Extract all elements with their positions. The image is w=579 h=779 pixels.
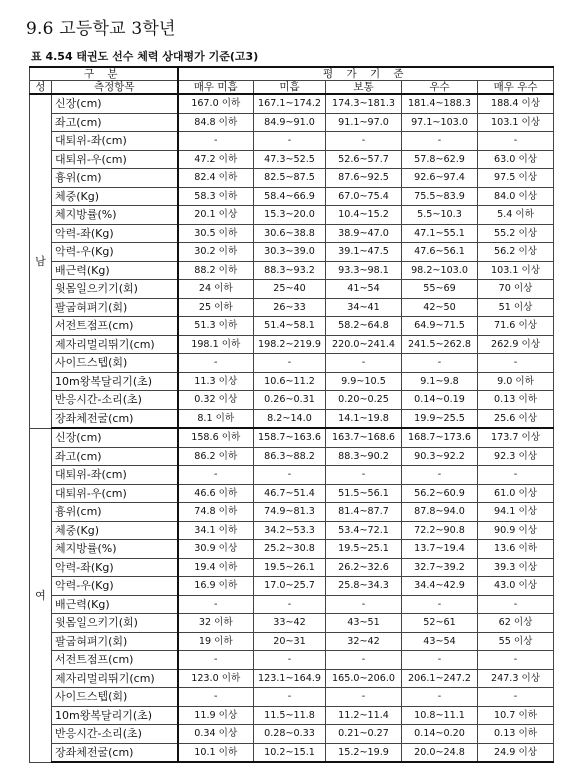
item-cell: 반응시간-소리(초) (52, 725, 178, 744)
value-cell: 57.8~62.9 (402, 150, 478, 169)
value-cell: 10.8~11.1 (402, 706, 478, 725)
item-cell: 신장(cm) (52, 428, 178, 447)
value-cell: 30.9 이상 (178, 540, 254, 559)
table-row (30, 317, 554, 336)
value-cell: 17.0~25.7 (254, 577, 326, 596)
value-cell: 9.9~10.5 (326, 372, 402, 391)
item-cell: 체지방률(%) (52, 540, 178, 559)
table-row (30, 391, 554, 410)
table-row (30, 150, 554, 169)
header-sex: 성 (30, 81, 52, 95)
value-cell: 55~69 (402, 280, 478, 299)
sex-cell: 여 (30, 428, 52, 762)
value-cell: 167.1~174.2 (254, 94, 326, 113)
value-cell: 75.5~83.9 (402, 187, 478, 206)
value-cell: 58.3 이하 (178, 187, 254, 206)
value-cell: - (402, 688, 478, 707)
value-cell: 30.3~39.0 (254, 243, 326, 262)
value-cell: 0.13 이하 (478, 391, 554, 410)
value-cell: 91.1~97.0 (326, 113, 402, 132)
table-row (30, 503, 554, 522)
value-cell: 56.2 이상 (478, 243, 554, 262)
value-cell: - (254, 595, 326, 614)
item-cell: 윗몸일으키기(회) (52, 614, 178, 633)
table-row (30, 409, 554, 428)
item-cell: 대퇴위-좌(cm) (52, 132, 178, 151)
value-cell: 34.1 이하 (178, 521, 254, 540)
table-row (30, 577, 554, 596)
value-cell: 24.9 이상 (478, 743, 554, 762)
item-cell: 팔굽혀펴기(회) (52, 298, 178, 317)
table-row (30, 372, 554, 391)
item-cell: 체중(Kg) (52, 521, 178, 540)
item-cell: 반응시간-소리(초) (52, 391, 178, 410)
value-cell: 181.4~188.3 (402, 94, 478, 113)
value-cell: - (254, 651, 326, 670)
value-cell: - (178, 688, 254, 707)
value-cell: 90.9 이상 (478, 521, 554, 540)
item-cell: 제자리멀리뛰기(cm) (52, 335, 178, 354)
value-cell: 198.1 이하 (178, 335, 254, 354)
value-cell: 47.3~52.5 (254, 150, 326, 169)
value-cell: 58.2~64.8 (326, 317, 402, 336)
value-cell: - (326, 688, 402, 707)
table-row (30, 94, 554, 113)
header-rating: 평 가 기 준 (178, 67, 554, 81)
value-cell: 92.6~97.4 (402, 169, 478, 188)
table-row (30, 466, 554, 485)
item-cell: 10m왕복달리기(초) (52, 372, 178, 391)
value-cell: 14.1~19.8 (326, 409, 402, 428)
item-cell: 사이드스텝(회) (52, 688, 178, 707)
value-cell: 47.2 이하 (178, 150, 254, 169)
value-cell: 94.1 이상 (478, 503, 554, 522)
header-item: 측정항목 (52, 81, 178, 95)
value-cell: - (402, 651, 478, 670)
value-cell: 39.3 이상 (478, 558, 554, 577)
item-cell: 윗몸일으키기(회) (52, 280, 178, 299)
value-cell: 87.8~94.0 (402, 503, 478, 522)
table-row (30, 651, 554, 670)
value-cell: 39.1~47.5 (326, 243, 402, 262)
table-row (30, 688, 554, 707)
value-cell: 34~41 (326, 298, 402, 317)
value-cell: - (478, 466, 554, 485)
table-row (30, 224, 554, 243)
value-cell: 123.0 이하 (178, 669, 254, 688)
value-cell: - (254, 354, 326, 373)
value-cell: 19.5~26.1 (254, 558, 326, 577)
value-cell: 168.7~173.6 (402, 428, 478, 447)
value-cell: 43~51 (326, 614, 402, 633)
value-cell: 174.3~181.3 (326, 94, 402, 113)
table-caption: 표 4.54 태권도 선수 체력 상대평가 기준(고3) (31, 50, 259, 63)
item-cell: 체지방률(%) (52, 206, 178, 225)
value-cell: - (178, 132, 254, 151)
value-cell: - (478, 132, 554, 151)
value-cell: 58.4~66.9 (254, 187, 326, 206)
value-cell: 11.3 이상 (178, 372, 254, 391)
value-cell: 82.4 이하 (178, 169, 254, 188)
value-cell: 84.0 이상 (478, 187, 554, 206)
value-cell: - (178, 466, 254, 485)
value-cell: - (478, 688, 554, 707)
table-row (30, 447, 554, 466)
fitness-criteria-table (29, 66, 554, 763)
value-cell: 43.0 이상 (478, 577, 554, 596)
value-cell: 25 이하 (178, 298, 254, 317)
value-cell: 46.6 이하 (178, 484, 254, 503)
value-cell: - (178, 595, 254, 614)
header-level: 미흡 (254, 81, 326, 95)
value-cell: 20.1 이상 (178, 206, 254, 225)
value-cell: 206.1~247.2 (402, 669, 478, 688)
value-cell: 163.7~168.6 (326, 428, 402, 447)
value-cell: 0.14~0.20 (402, 725, 478, 744)
value-cell: 47.6~56.1 (402, 243, 478, 262)
value-cell: 26.2~32.6 (326, 558, 402, 577)
value-cell: 84.9~91.0 (254, 113, 326, 132)
item-cell: 사이드스텝(회) (52, 354, 178, 373)
value-cell: 62 이상 (478, 614, 554, 633)
item-cell: 신장(cm) (52, 94, 178, 113)
table-row (30, 540, 554, 559)
value-cell: 25.2~30.8 (254, 540, 326, 559)
value-cell: 9.0 이하 (478, 372, 554, 391)
table-row (30, 558, 554, 577)
value-cell: 10.2~15.1 (254, 743, 326, 762)
table-row (30, 243, 554, 262)
value-cell: - (326, 466, 402, 485)
value-cell: - (254, 688, 326, 707)
item-cell: 흉위(cm) (52, 169, 178, 188)
table-row (30, 169, 554, 188)
value-cell: 71.6 이상 (478, 317, 554, 336)
item-cell: 팔굽혀펴기(회) (52, 632, 178, 651)
value-cell: 32~42 (326, 632, 402, 651)
value-cell: 55 이상 (478, 632, 554, 651)
value-cell: 51.5~56.1 (326, 484, 402, 503)
item-cell: 악력-좌(Kg) (52, 558, 178, 577)
header-level: 매우 미흡 (178, 81, 254, 95)
value-cell: - (178, 651, 254, 670)
value-cell: 67.0~75.4 (326, 187, 402, 206)
item-cell: 대퇴위-좌(cm) (52, 466, 178, 485)
value-cell: 103.1 이상 (478, 113, 554, 132)
value-cell: 41~54 (326, 280, 402, 299)
value-cell: 16.9 이하 (178, 577, 254, 596)
value-cell: 34.4~42.9 (402, 577, 478, 596)
item-cell: 악력-좌(Kg) (52, 224, 178, 243)
value-cell: 19.4 이하 (178, 558, 254, 577)
item-cell: 배근력(Kg) (52, 261, 178, 280)
value-cell: 0.34 이상 (178, 725, 254, 744)
value-cell: 70 이상 (478, 280, 554, 299)
value-cell: 10.4~15.2 (326, 206, 402, 225)
value-cell: 123.1~164.9 (254, 669, 326, 688)
value-cell: - (402, 354, 478, 373)
value-cell: 198.2~219.9 (254, 335, 326, 354)
item-cell: 좌고(cm) (52, 113, 178, 132)
item-cell: 체중(Kg) (52, 187, 178, 206)
value-cell: 0.14~0.19 (402, 391, 478, 410)
value-cell: 13.7~19.4 (402, 540, 478, 559)
header-level: 보통 (326, 81, 402, 95)
value-cell: 88.3~90.2 (326, 447, 402, 466)
table-row (30, 335, 554, 354)
value-cell: 0.28~0.33 (254, 725, 326, 744)
value-cell: 25~40 (254, 280, 326, 299)
value-cell: 63.0 이상 (478, 150, 554, 169)
value-cell: 262.9 이상 (478, 335, 554, 354)
value-cell: 25.8~34.3 (326, 577, 402, 596)
item-cell: 장좌체전굴(cm) (52, 743, 178, 762)
value-cell: 165.0~206.0 (326, 669, 402, 688)
value-cell: 33~42 (254, 614, 326, 633)
item-cell: 악력-우(Kg) (52, 577, 178, 596)
value-cell: - (478, 354, 554, 373)
value-cell: 8.2~14.0 (254, 409, 326, 428)
value-cell: 10.6~11.2 (254, 372, 326, 391)
value-cell: - (402, 595, 478, 614)
table-row (30, 428, 554, 447)
value-cell: 97.5 이상 (478, 169, 554, 188)
item-cell: 좌고(cm) (52, 447, 178, 466)
value-cell: 19.5~25.1 (326, 540, 402, 559)
table-row (30, 725, 554, 744)
header-level: 우수 (402, 81, 478, 95)
value-cell: 90.3~92.2 (402, 447, 478, 466)
value-cell: 32.7~39.2 (402, 558, 478, 577)
table-row (30, 206, 554, 225)
value-cell: 32 이하 (178, 614, 254, 633)
value-cell: - (326, 595, 402, 614)
item-cell: 10m왕복달리기(초) (52, 706, 178, 725)
value-cell: 220.0~241.4 (326, 335, 402, 354)
value-cell: 56.2~60.9 (402, 484, 478, 503)
value-cell: 43~54 (402, 632, 478, 651)
value-cell: 188.4 이상 (478, 94, 554, 113)
table-row (30, 743, 554, 762)
value-cell: 247.3 이상 (478, 669, 554, 688)
value-cell: - (402, 466, 478, 485)
value-cell: 13.6 이하 (478, 540, 554, 559)
value-cell: 52.6~57.7 (326, 150, 402, 169)
value-cell: - (478, 595, 554, 614)
value-cell: 0.13 이하 (478, 725, 554, 744)
value-cell: 93.3~98.1 (326, 261, 402, 280)
value-cell: 167.0 이하 (178, 94, 254, 113)
value-cell: 84.8 이하 (178, 113, 254, 132)
value-cell: 173.7 이상 (478, 428, 554, 447)
value-cell: 64.9~71.5 (402, 317, 478, 336)
value-cell: 30.6~38.8 (254, 224, 326, 243)
table-row (30, 706, 554, 725)
table-row (30, 354, 554, 373)
item-cell: 대퇴위-우(cm) (52, 150, 178, 169)
value-cell: 26~33 (254, 298, 326, 317)
value-cell: 15.3~20.0 (254, 206, 326, 225)
table-row (30, 521, 554, 540)
value-cell: 74.8 이하 (178, 503, 254, 522)
table-row (30, 298, 554, 317)
table-row (30, 280, 554, 299)
item-cell: 제자리멀리뛰기(cm) (52, 669, 178, 688)
item-cell: 서전트점프(cm) (52, 651, 178, 670)
item-cell: 흉위(cm) (52, 503, 178, 522)
value-cell: 0.26~0.31 (254, 391, 326, 410)
item-cell: 대퇴위-우(cm) (52, 484, 178, 503)
value-cell: 20.0~24.8 (402, 743, 478, 762)
table-row (30, 113, 554, 132)
value-cell: 52~61 (402, 614, 478, 633)
table-row (30, 595, 554, 614)
value-cell: 88.3~93.2 (254, 261, 326, 280)
value-cell: 38.9~47.0 (326, 224, 402, 243)
value-cell: 5.4 이하 (478, 206, 554, 225)
item-cell: 악력-우(Kg) (52, 243, 178, 262)
value-cell: 51 이상 (478, 298, 554, 317)
value-cell: 15.2~19.9 (326, 743, 402, 762)
value-cell: 34.2~53.3 (254, 521, 326, 540)
value-cell: 24 이하 (178, 280, 254, 299)
section-title: 9.6 고등학교 3학년 (26, 19, 176, 39)
value-cell: - (254, 132, 326, 151)
value-cell: 53.4~72.1 (326, 521, 402, 540)
value-cell: 86.3~88.2 (254, 447, 326, 466)
male-section (30, 94, 554, 428)
value-cell: 55.2 이상 (478, 224, 554, 243)
value-cell: 0.32 이상 (178, 391, 254, 410)
value-cell: 11.9 이상 (178, 706, 254, 725)
value-cell: 42~50 (402, 298, 478, 317)
sex-cell: 남 (30, 94, 52, 428)
value-cell: 88.2 이하 (178, 261, 254, 280)
value-cell: 46.7~51.4 (254, 484, 326, 503)
item-cell: 서전트점프(cm) (52, 317, 178, 336)
value-cell: 25.6 이상 (478, 409, 554, 428)
value-cell: 19.9~25.5 (402, 409, 478, 428)
value-cell: - (326, 132, 402, 151)
value-cell: 30.5 이하 (178, 224, 254, 243)
value-cell: 8.1 이하 (178, 409, 254, 428)
value-cell: - (326, 651, 402, 670)
table-row (30, 669, 554, 688)
value-cell: 11.5~11.8 (254, 706, 326, 725)
value-cell: 51.4~58.1 (254, 317, 326, 336)
value-cell: 158.6 이하 (178, 428, 254, 447)
value-cell: 98.2~103.0 (402, 261, 478, 280)
value-cell: 51.3 이하 (178, 317, 254, 336)
value-cell: 241.5~262.8 (402, 335, 478, 354)
table-row (30, 187, 554, 206)
value-cell: 47.1~55.1 (402, 224, 478, 243)
value-cell: 20~31 (254, 632, 326, 651)
table-row (30, 132, 554, 151)
value-cell: 5.5~10.3 (402, 206, 478, 225)
value-cell: 81.4~87.7 (326, 503, 402, 522)
value-cell: 11.2~11.4 (326, 706, 402, 725)
header-level: 매우 우수 (478, 81, 554, 95)
table-row (30, 632, 554, 651)
value-cell: 97.1~103.0 (402, 113, 478, 132)
value-cell: - (178, 354, 254, 373)
value-cell: - (478, 651, 554, 670)
value-cell: 87.6~92.5 (326, 169, 402, 188)
table-row (30, 261, 554, 280)
value-cell: - (402, 132, 478, 151)
value-cell: 103.1 이상 (478, 261, 554, 280)
value-cell: 82.5~87.5 (254, 169, 326, 188)
female-section (30, 428, 554, 762)
item-cell: 배근력(Kg) (52, 595, 178, 614)
value-cell: 0.21~0.27 (326, 725, 402, 744)
value-cell: 9.1~9.8 (402, 372, 478, 391)
value-cell: 74.9~81.3 (254, 503, 326, 522)
value-cell: 158.7~163.6 (254, 428, 326, 447)
table-row (30, 484, 554, 503)
value-cell: 61.0 이상 (478, 484, 554, 503)
table-row (30, 614, 554, 633)
item-cell: 장좌체전굴(cm) (52, 409, 178, 428)
value-cell: - (254, 466, 326, 485)
value-cell: 10.1 이하 (178, 743, 254, 762)
value-cell: 72.2~90.8 (402, 521, 478, 540)
value-cell: 86.2 이하 (178, 447, 254, 466)
value-cell: - (326, 354, 402, 373)
value-cell: 0.20~0.25 (326, 391, 402, 410)
value-cell: 30.2 이하 (178, 243, 254, 262)
value-cell: 92.3 이상 (478, 447, 554, 466)
header-group: 구 분 (30, 67, 178, 81)
value-cell: 19 이하 (178, 632, 254, 651)
value-cell: 10.7 이하 (478, 706, 554, 725)
